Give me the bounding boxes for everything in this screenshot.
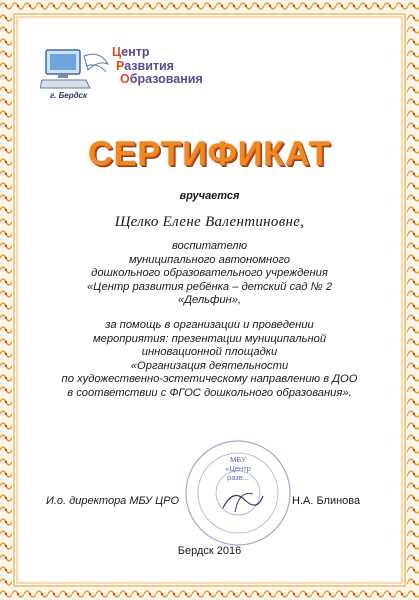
position-line: дошкольного образовательного учреждения — [91, 267, 328, 280]
recipient-name: Щелко Елене Валентиновне, — [114, 214, 305, 230]
presented-label: вручается — [179, 190, 240, 202]
signatory-role: И.о. директора МБУ ЦРО — [46, 495, 180, 507]
certificate-title: СЕРТИФИКАТ — [88, 135, 331, 173]
stamp-text — [183, 455, 293, 482]
computer-icon — [40, 46, 110, 94]
reason-line: инновационной площадки — [141, 346, 278, 359]
city-year: Бердск 2016 — [177, 545, 242, 557]
stamp-line: разв... — [227, 473, 249, 482]
reason-line: за помощь в организации и проведении — [105, 319, 314, 331]
reason-line: мероприятия: презентации муниципальной — [92, 332, 327, 345]
position-line: «Центр развития ребёнка – детский сад № 2 — [86, 280, 333, 293]
reason-line: «Организация деятельности — [130, 359, 289, 372]
cro-logo — [40, 46, 240, 106]
recipient-position — [30, 240, 389, 308]
stamp-line: МБУ — [230, 455, 246, 464]
award-reason — [30, 319, 389, 401]
position-line: муниципального автономного — [128, 253, 291, 266]
position-line: «Дельфин», — [177, 294, 242, 307]
logo-city: г. Бердск — [50, 91, 88, 100]
reason-line: в соответствии с ФГОС дошкольного образования». — [67, 386, 352, 399]
position-line: воспитателю — [171, 240, 248, 252]
signatory-name: Н.А. Блинова — [292, 495, 361, 507]
logo-title: Центр Развития Образования — [112, 45, 203, 86]
stamp-line: «Центр — [225, 464, 251, 473]
reason-line: по художественно-эстетическому направлению в ДОО — [61, 373, 358, 386]
